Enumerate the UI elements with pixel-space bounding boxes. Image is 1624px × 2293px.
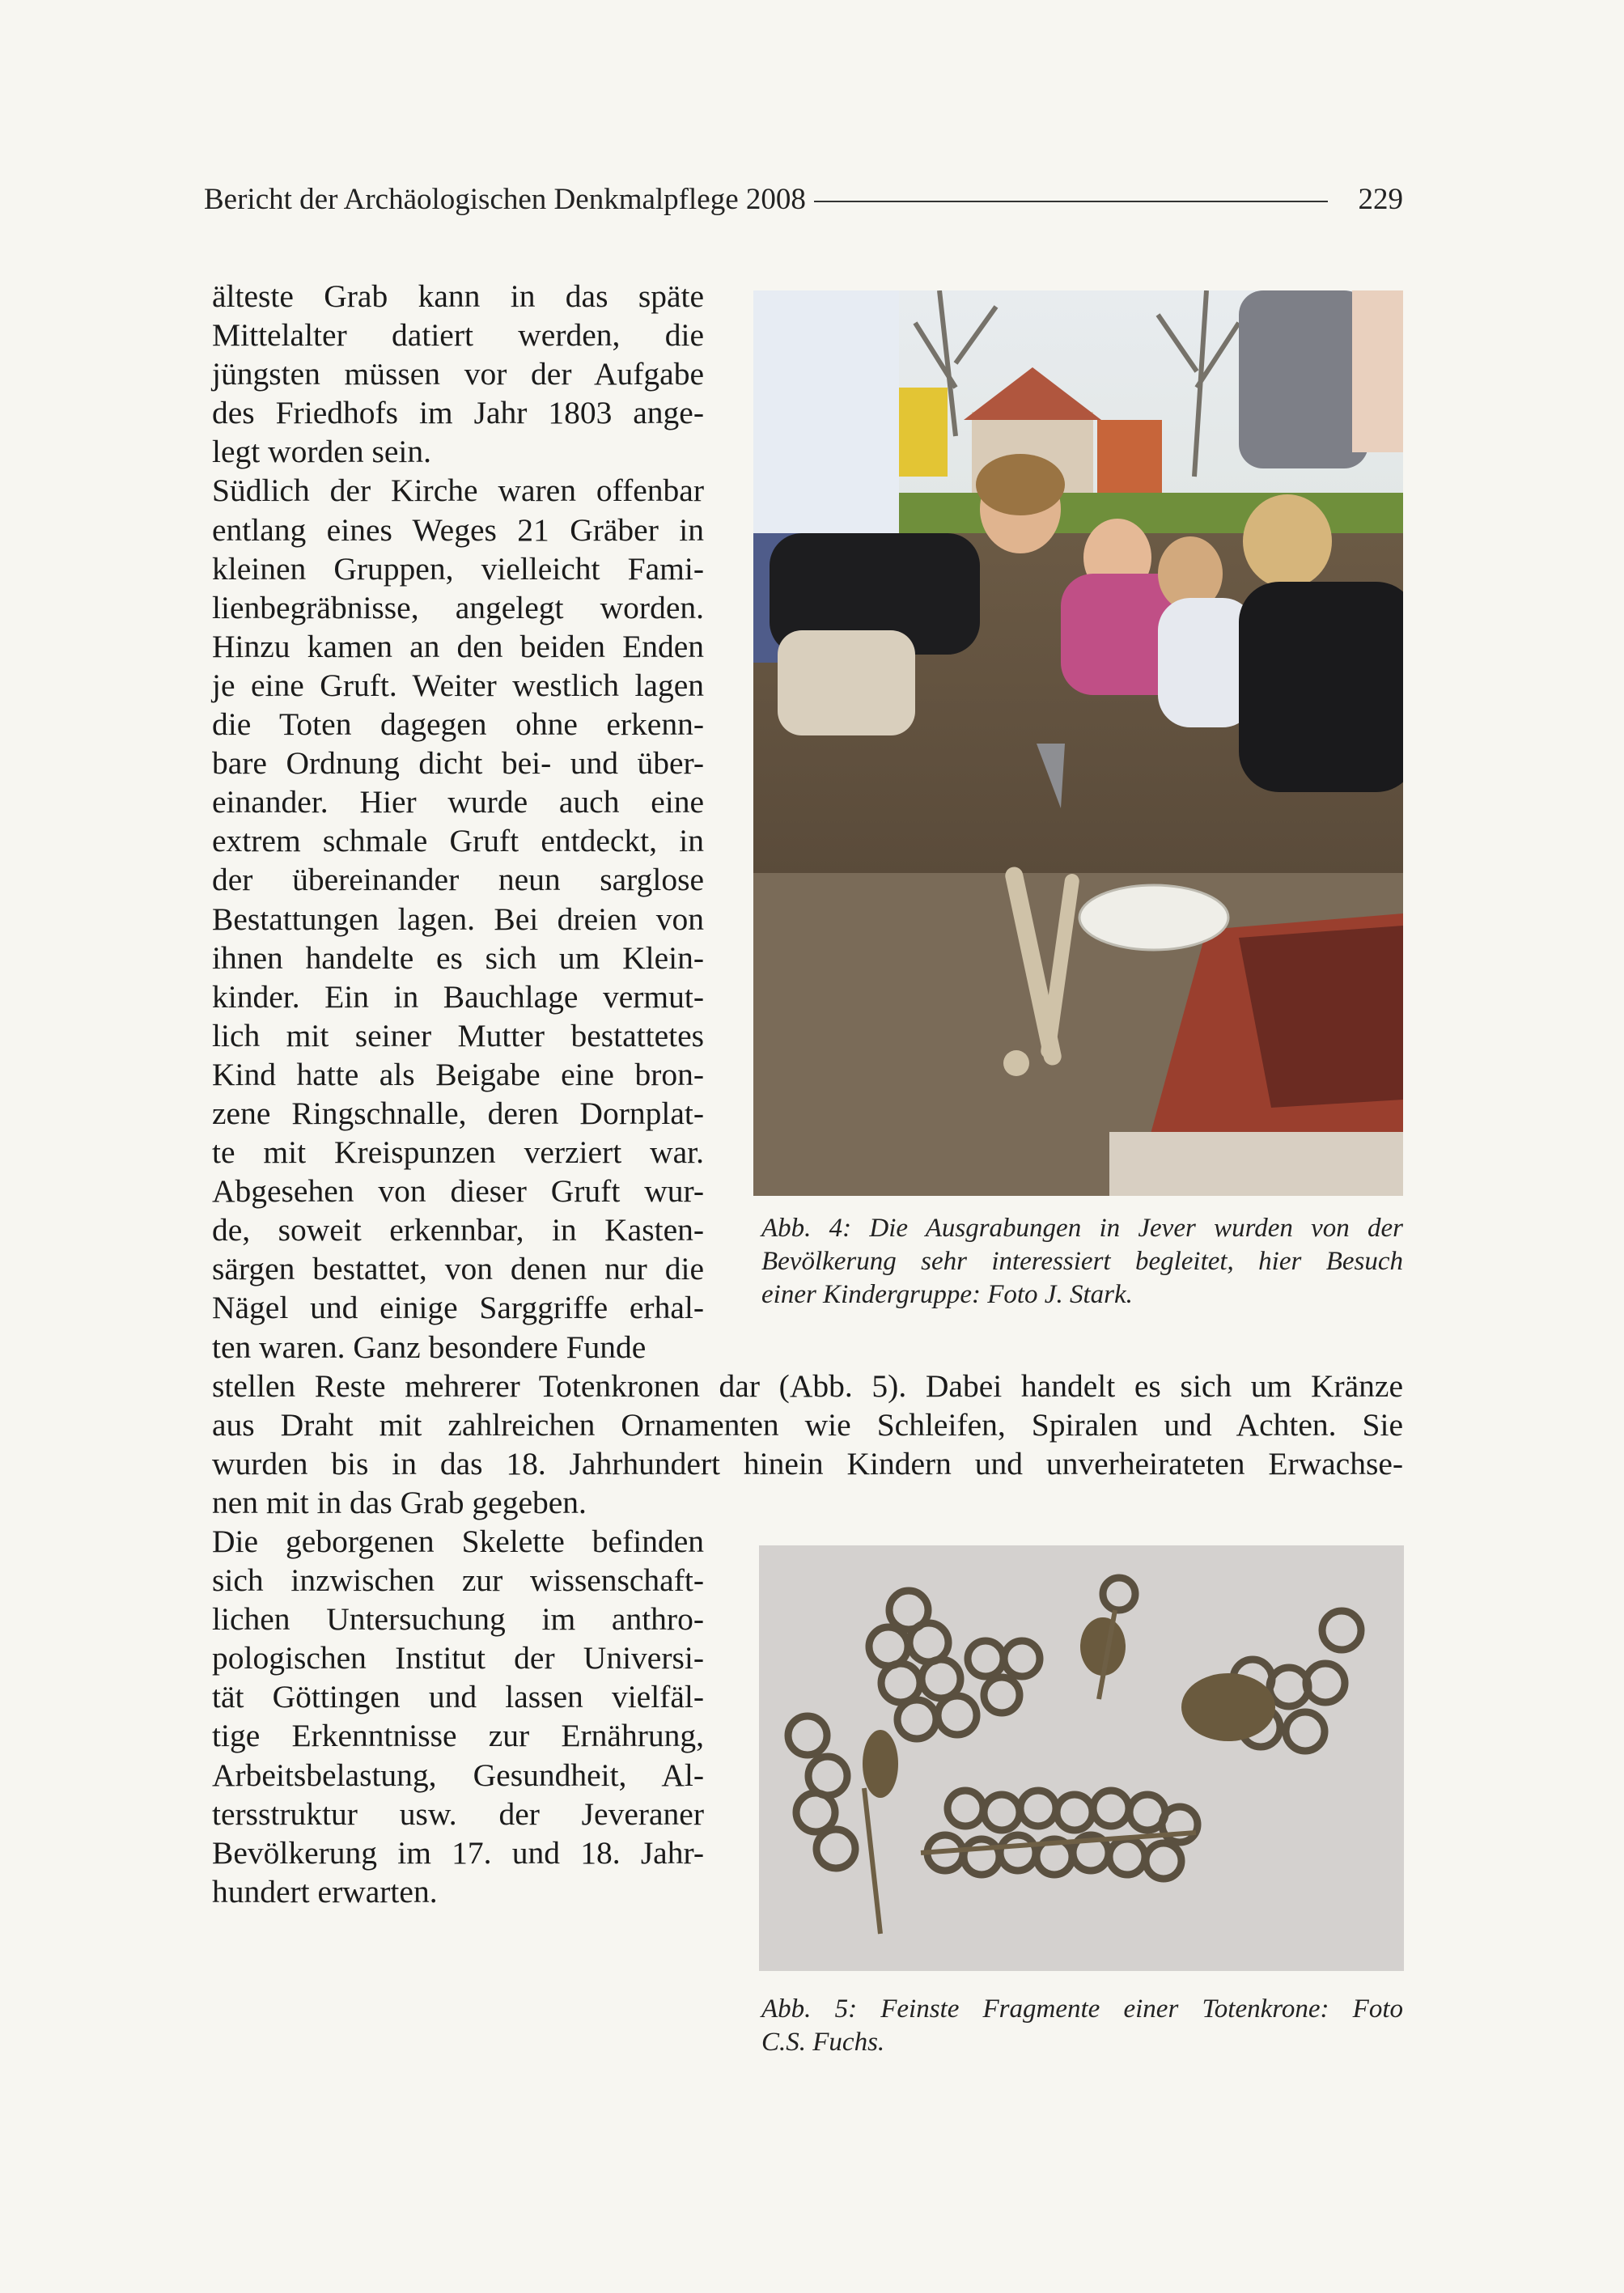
text-line: tersstruktur usw. der Jeveraner: [212, 1795, 704, 1832]
text-line: tige Erkenntnisse zur Ernährung,: [212, 1718, 704, 1754]
text-line: Bestattungen lagen. Bei dreien von: [212, 901, 704, 937]
text-line: sich inzwischen zur wissenschaft-: [212, 1562, 704, 1599]
text-line: wurden bis in das 18. Jahrhundert hinein Kindern und unverheirateten Erwachse-: [212, 1446, 1403, 1482]
text-line: Abb. 5: Feinste Fragmente einer Totenkrone: Foto: [761, 1994, 1403, 2024]
text-line: Abb. 4: Die Ausgrabungen in Jever wurden von der: [761, 1214, 1403, 1243]
excavation-photo-illustration: [753, 290, 1403, 1196]
text-line: tät Göttingen und lassen vielfäl-: [212, 1679, 704, 1715]
text-line: jüngsten müssen vor der Aufgabe: [212, 356, 704, 392]
body-column-2: [212, 1522, 704, 1911]
text-line: Hinzu kamen an den beiden Enden: [212, 628, 704, 664]
text-line: zene Ringschnalle, deren Dornplat-: [212, 1095, 704, 1131]
text-line: Kind hatte als Beigabe eine bron-: [212, 1056, 704, 1092]
text-line: stellen Reste mehrerer Totenkronen dar (Abb. 5). Dabei handelt es sich um Kränze: [212, 1368, 1403, 1404]
text-line: nen mit in das Grab gegeben.: [212, 1485, 587, 1521]
text-line: älteste Grab kann in das späte: [212, 278, 704, 314]
figure-5-caption: [761, 1993, 1403, 2059]
text-line: einander. Hier wurde auch eine: [212, 784, 704, 820]
text-line: Bevölkerung im 17. und 18. Jahr-: [212, 1834, 704, 1871]
text-line: Die geborgenen Skelette befinden: [212, 1524, 704, 1559]
text-line: Mittelalter datiert werden, die: [212, 317, 704, 354]
running-title: Bericht der Archäologischen Denkmalpflege 2008: [204, 182, 806, 216]
body-full-width: [212, 1367, 1403, 1522]
text-line: lienbegräbnisse, angelegt worden.: [212, 589, 704, 625]
text-line: die Toten dagegen ohne erkenn-: [212, 706, 704, 743]
text-line: aus Draht mit zahlreichen Ornamenten wie Schleifen, Spiralen und Achten. Sie: [212, 1407, 1403, 1443]
figure-5-crown-fragments-photo: [759, 1545, 1404, 1971]
text-line: kinder. Ein in Bauchlage vermut-: [212, 978, 704, 1015]
text-line: kleinen Gruppen, vielleicht Fami-: [212, 550, 704, 587]
page-number: 229: [1358, 182, 1403, 216]
running-header: [204, 176, 1403, 222]
text-line: pologischen Institut der Universi-: [212, 1640, 704, 1676]
text-line: des Friedhofs im Jahr 1803 ange-: [212, 395, 704, 431]
figure-4-caption: [761, 1212, 1403, 1312]
text-line: lich mit seiner Mutter bestattetes: [212, 1017, 704, 1053]
text-line: ten waren. Ganz besondere Funde: [212, 1329, 647, 1365]
text-line: Abgesehen von dieser Gruft wur-: [212, 1173, 704, 1210]
text-line: lichen Untersuchung im anthro-: [212, 1601, 704, 1638]
text-line: ihnen handelte es sich um Klein-: [212, 939, 704, 976]
text-line: einer Kindergruppe: Foto J. Stark.: [761, 1280, 1133, 1309]
text-line: legt worden sein.: [212, 434, 431, 470]
text-line: Nägel und einige Sarggriffe erhal-: [212, 1290, 704, 1326]
body-column-1: [212, 277, 704, 1367]
text-line: extrem schmale Gruft entdeckt, in: [212, 823, 704, 859]
header-rule: [814, 201, 1328, 202]
text-line: der übereinander neun sarglose: [212, 862, 704, 898]
text-line: hundert erwarten.: [212, 1873, 438, 1909]
text-line: särgen bestattet, von denen nur die: [212, 1251, 704, 1287]
text-line: de, soweit erkennbar, in Kasten-: [212, 1212, 704, 1248]
text-line: Südlich der Kirche waren offenbar: [212, 473, 704, 509]
figure-4-excavation-photo: [753, 290, 1403, 1196]
text-line: C.S. Fuchs.: [761, 2028, 885, 2057]
crown-fragments-illustration: [759, 1545, 1404, 1971]
text-line: entlang eines Weges 21 Gräber in: [212, 511, 704, 548]
text-line: Bevölkerung sehr interessiert begleitet, hier Besuch: [761, 1247, 1403, 1276]
text-line: te mit Kreispunzen verziert war.: [212, 1134, 704, 1171]
text-line: Arbeitsbelastung, Gesundheit, Al-: [212, 1757, 704, 1793]
text-line: je eine Gruft. Weiter westlich lagen: [212, 667, 704, 703]
text-line: bare Ordnung dicht bei- und über-: [212, 745, 704, 782]
